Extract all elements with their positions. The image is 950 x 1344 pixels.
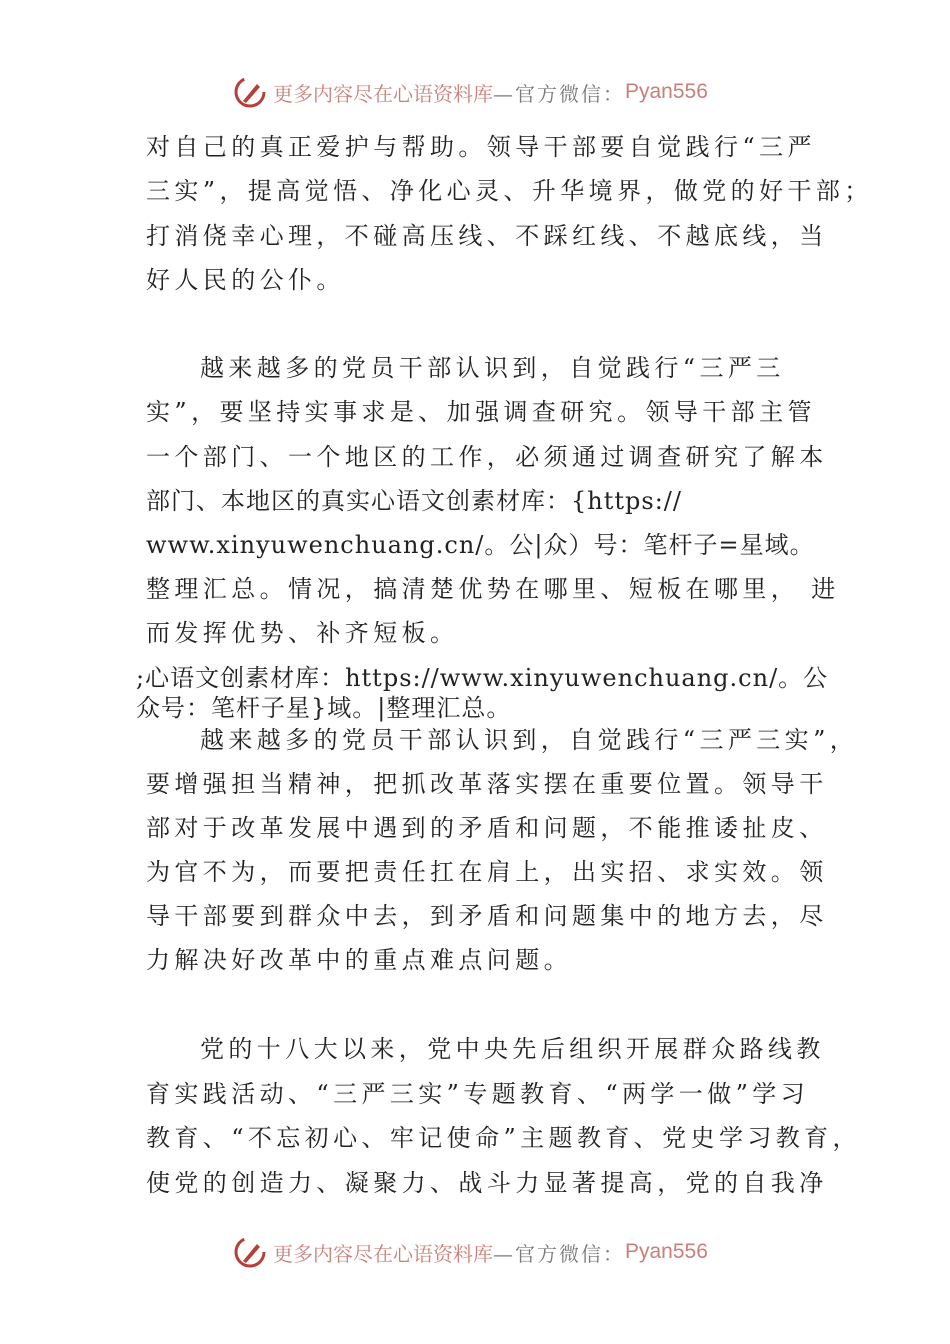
text-line: 力解决好改革中的重点难点问题。 bbox=[146, 946, 572, 974]
text-line: 对自己的真正爱护与帮助。领导干部要自觉践行“三严 bbox=[146, 133, 816, 161]
wechat-id: Pyan556 bbox=[625, 1240, 708, 1263]
text-line: 众号：笔杆子星}域。|整理汇总。 bbox=[136, 694, 512, 722]
brand-text: 更多内容尽在心语资料库 bbox=[273, 1241, 493, 1266]
text-line: 使党的创造力、凝聚力、战斗力显著提高，党的自我净 bbox=[146, 1169, 828, 1197]
text-line: ;心语文创素材库：https://www.xinyuwenchuang.cn/。公 bbox=[136, 664, 829, 692]
watermark-footer bbox=[233, 1232, 708, 1272]
text-line: 教育、“不忘初心、牢记使命”主题教育、党史学习教育， bbox=[146, 1124, 861, 1152]
brand-text: 更多内容尽在心语资料库 bbox=[273, 81, 493, 106]
text-line: 整理汇总。情况，搞清楚优势在哪里、短板在哪里， 进 bbox=[146, 575, 840, 603]
wechat-id: Pyan556 bbox=[625, 80, 708, 103]
text-line: 党的十八大以来，党中央先后组织开展群众路线教 bbox=[200, 1035, 825, 1063]
text-line: 好人民的公仆。 bbox=[146, 266, 345, 294]
watermark-header bbox=[233, 72, 708, 112]
wechat-label: —官方微信： bbox=[493, 1241, 625, 1266]
text-line: 实”，要坚持实事求是、加强调查研究。领导干部主管 bbox=[146, 398, 816, 426]
text-line: 要增强担当精神，把抓改革落实摆在重要位置。领导干 bbox=[146, 770, 828, 798]
text-line: 育实践活动、“三严三实”专题教育、“两学一做”学习 bbox=[146, 1080, 810, 1108]
text-line: 导干部要到群众中去，到矛盾和问题集中的地方去，尽 bbox=[146, 902, 828, 930]
text-line: 而发挥优势、补齐短板。 bbox=[146, 619, 459, 647]
pen-logo-icon bbox=[233, 75, 267, 109]
pen-logo-icon bbox=[233, 1235, 267, 1269]
text-line: 部对于改革发展中遇到的矛盾和问题，不能推诿扯皮、 bbox=[146, 814, 828, 842]
text-line: www.xinyuwenchuang.cn/。公|众）号：笔杆子=星域。 bbox=[146, 531, 815, 559]
wechat-label: —官方微信： bbox=[493, 81, 625, 106]
text-line: 越来越多的党员干部认识到，自觉践行“三严三实”， bbox=[200, 726, 859, 754]
text-line: 越来越多的党员干部认识到，自觉践行“三严三 bbox=[200, 354, 785, 382]
text-line: 一个部门、一个地区的工作，必须通过调查研究了解本 bbox=[146, 443, 828, 471]
text-line: 三实”，提高觉悟、净化心灵、升华境界，做党的好干部； bbox=[146, 177, 873, 205]
text-line: 为官不为，而要把责任扛在肩上，出实招、求实效。领 bbox=[146, 858, 828, 886]
text-line: 部门、本地区的真实心语文创素材库：{https:// bbox=[146, 487, 682, 515]
text-line: 打消侥幸心理，不碰高压线、不踩红线、不越底线，当 bbox=[146, 222, 828, 250]
